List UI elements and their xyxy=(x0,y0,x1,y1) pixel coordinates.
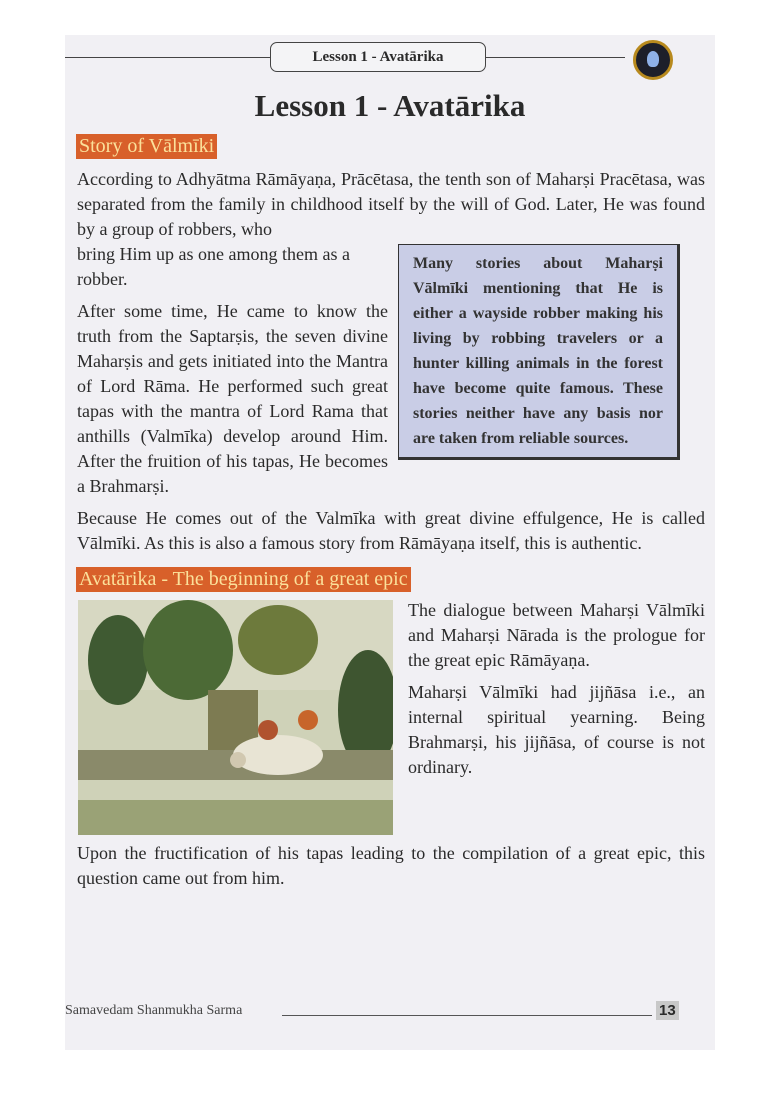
paragraph: Upon the fructification of his tapas leading to the compilation of a great epic, this question came out from him. xyxy=(77,843,705,888)
section-heading-avatarika: Avatārika - The beginning of a great epic xyxy=(76,567,411,592)
page-title: Lesson 1 - Avatārika xyxy=(254,88,526,123)
footer-author: Samavedam Shanmukha Sarma xyxy=(65,1003,243,1018)
paragraph: bring Him up as one among them as a robber. xyxy=(77,244,350,289)
section-heading-story: Story of Vālmīki xyxy=(76,134,217,159)
paragraph: According to Adhyātma Rāmāyaṇa, Prācētasa, the tenth son of Maharṣi Pracētasa, was separated from the family in childhood itself by the will of God. Later, He was found by a group of robbers, who xyxy=(77,169,705,239)
emblem-logo xyxy=(633,40,673,80)
running-title: Lesson 1 - Avatārika xyxy=(270,42,486,72)
sidebar-note-box: Many stories about Maharṣi Vālmīki mentioning that He is either a wayside robber making his living by robbing travelers or a hunter killing animals in the forest have become quite famous. These stories neither have any basis nor are taken from reliable sources. xyxy=(398,244,680,460)
paragraph: The dialogue between Maharṣi Vālmīki and Maharṣi Nārada is the prologue for the great epic Rāmāyaṇa. xyxy=(408,600,705,670)
footer-rule xyxy=(282,1015,652,1016)
paragraph: After some time, He came to know the truth from the Saptarṣis, the seven divine Maharṣis and gets initiated into the Mantra of Lord Rāma. He performed such great tapas with the mantra of Lord Rama that anthills (Valmīka) develop around Him. After the fruition of his tapas, He becomes a Brahmarṣi. xyxy=(77,301,388,496)
page-number: 13 xyxy=(656,1001,679,1020)
content-flow xyxy=(77,134,705,898)
paragraph: Because He comes out of the Valmīka with great divine effulgence, He is called Vālmīki. As this is also a famous story from Rāmāyaṇa itself, this is authentic. xyxy=(77,508,705,553)
paragraph: Maharṣi Vālmīki had jijñāsa i.e., an internal spiritual yearning. Being Brahmarṣi, his jijñāsa, of course is not ordinary. xyxy=(408,682,705,777)
illustration-painting xyxy=(78,600,393,835)
